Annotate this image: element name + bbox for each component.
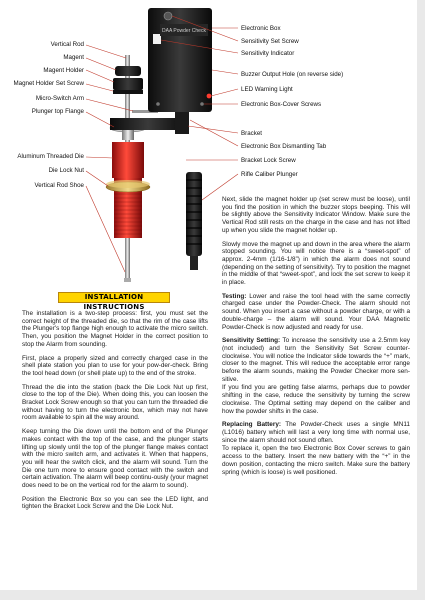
label-sensitivity-set-screw: Sensitivity Set Screw xyxy=(241,38,299,45)
paragraph-text: To replace it, open the two Electronic Box Cover screws to gain access to the battery. Insert the new battery with the “+” in the down position, contacting the micro switch. Make sure the battery spring (which is loose) is well positioned. xyxy=(222,445,410,476)
paragraph-text: Next, slide the magnet holder up (set screw must be loose), until you find the position in which the buzzer stops beeping. This will be slightly above the Sensitivity Indicator Window. Make sure the Vertical Rod still rests on the charge in the case and has not lifted up when you slide the magnet holder up. xyxy=(222,196,410,234)
paragraph-text: If you find you are getting false alarms, perhaps due to powder shifting in the case, reduce the sensitivity by turning the screw clockwise. The Optimal setting may depend on the caliber and how the powder shifts in the case. xyxy=(222,384,410,415)
label-buzzer-output-hole: Buzzer Output Hole (on reverse side) xyxy=(241,71,344,78)
paragraph: First, place a properly sized and correctly charged case in the shell plate station you plan to use for your pow-der-check. Bring the tool head down (or shell plate up) to the end of the stroke. xyxy=(22,354,208,377)
paragraph-text: Slowly move the magnet up and down in the area where the alarm stopped sounding. You will notice there is a “sweet-spot” of approx. 2-4mm (1/16-1/8”) in which the alarm does not sound (depending on the setting of sensitivity). Try to position the magnet in the middle of that “sweet-spot”, and lock the set screw to keep it in place. xyxy=(222,240,410,287)
label-die-lock-nut: Die Lock Nut xyxy=(48,167,84,174)
label-aluminum-threaded-die: Aluminum Threaded Die xyxy=(17,153,84,160)
label-bracket-lock-screw: Bracket Lock Screw xyxy=(241,157,296,164)
paragraph xyxy=(222,445,410,476)
section-heading: INSTALLATION INSTRUCTIONS xyxy=(83,293,145,311)
box-brand-text: DAA Powder Check xyxy=(162,28,206,34)
paragraph-text: Lower and raise the tool head with the same correctly charged case under the Powder-Check. The alarm should not sound. When you insert a case without a powder charge, or with a double-charge – the alarm will sound. Your DAA Magnetic Powder-Check is now adjusted and ready for use. xyxy=(222,292,410,331)
label-vertical-rod-shoe: Vertical Rod Shoe xyxy=(34,182,84,189)
page-edge-bottom xyxy=(0,590,425,600)
paragraph: Thread the die into the station (back the Die Lock Nut up first, close to the top of the Die). When doing this, you can loosen the Bracket Lock Screw enough so that you can turn the threaded die without having to turn the electronic box, which may not have room available to spin all the way around. xyxy=(22,383,208,422)
label-led-warning-light: LED Warning Light xyxy=(241,86,293,93)
magnet xyxy=(115,66,141,76)
paragraph-text: To increase the sensitivity use a 2.5mm key (not included) and turn the Sensitivity Set Screw counter-clockwise. You will notice the Indicator slide towards the “+” mark, closer to the magnet. This will reduce the acceptable error range before the alarm sounds, making the Powder Checker more sen-sitive. xyxy=(222,337,410,383)
paragraph-lead: Sensitivity Setting: xyxy=(222,337,281,345)
label-vertical-rod: Vertical Rod xyxy=(50,41,84,48)
paragraph-sensitivity xyxy=(222,337,410,383)
electronic-box xyxy=(148,8,212,112)
paragraph xyxy=(222,241,410,287)
label-plunger-top-flange: Plunger top Flange xyxy=(31,108,84,115)
label-magent: Magent xyxy=(63,54,84,61)
paragraph: The installation is a two-step process: first, you must set the correct height of the threaded die, so that the rim of the case lifts the Plunger's top flange high enough to activate the micro switch. Then, you position the Magnet Holder in the correct position to stop the Alarm from sounding. xyxy=(22,310,208,348)
page-edge-right xyxy=(417,0,425,600)
aluminum-threaded-die xyxy=(112,142,144,178)
right-column xyxy=(222,196,410,482)
label-bracket: Bracket xyxy=(241,130,262,137)
label-electronic-box-cover-screws: Electronic Box-Cover Screws xyxy=(241,101,322,108)
label-electronic-box: Electronic Box xyxy=(241,25,281,32)
sensitivity-indicator-window xyxy=(153,34,161,44)
led-warning-light xyxy=(207,94,212,99)
paragraph-lead: Replacing Battery: xyxy=(222,421,281,429)
paragraph xyxy=(222,196,410,235)
box-cover-screw xyxy=(156,102,160,106)
label-micro-switch-arm: Micro-Switch Arm xyxy=(35,95,84,102)
magnet-holder xyxy=(113,78,143,90)
paragraph xyxy=(222,384,410,415)
label-rifle-caliber-plunger: Rifle Caliber Plunger xyxy=(241,171,298,178)
paragraph-testing xyxy=(222,293,410,332)
label-magent-holder: Magent Holder xyxy=(43,67,84,74)
paragraph-text: The Powder-Check uses a single MN11 (L1016) battery which will last a very long time with normal use, since the alarm should not sound often. xyxy=(222,421,410,444)
paragraph-lead: Testing: xyxy=(222,292,247,300)
label-electronic-box-dismantling-tab: Electronic Box Dismantling Tab xyxy=(241,143,327,150)
box-cover-screw xyxy=(200,102,204,106)
bracket xyxy=(110,118,186,130)
paragraph: Keep turning the Die down until the bottom end of the Plunger makes contact with the top of the case, and the plunger starts lifting up slowly until the top of the plunger flange makes contact with the micro switch arm, and activates it. When that happens, you will hear the switch click, and the alarm will sound. Turn the Die one turn more to ensure good contact with the switch and certain activation. The alarm will beep continu-ously (your magnet does need to be on the vertical rod for the alarm to sound). xyxy=(22,428,208,490)
paragraph: Position the Electronic Box so you can see the LED light, and tighten the Bracket Lock Screw and the Die Lock Nut. xyxy=(22,495,208,511)
label-sensitivity-indicator: Sensitivity Indicator xyxy=(241,50,295,57)
sensitivity-set-screw xyxy=(164,12,172,20)
paragraph-battery xyxy=(222,421,410,444)
label-magnet-holder-set-screw: Magnet Holder Set Screw xyxy=(13,80,84,87)
left-column xyxy=(22,310,208,517)
